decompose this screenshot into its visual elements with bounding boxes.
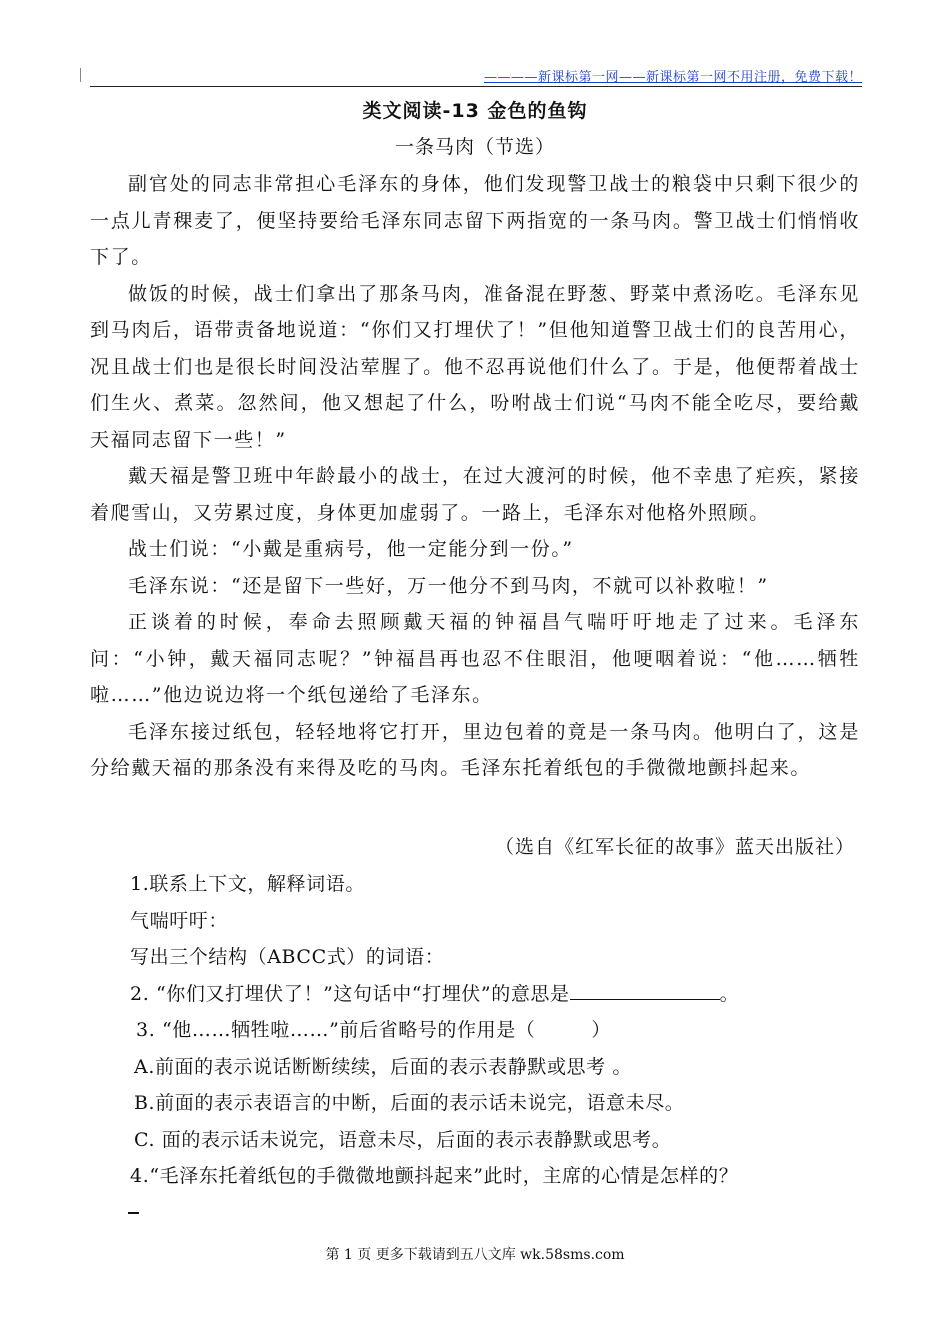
question-3: [130, 1012, 870, 1049]
question-1-word: 气喘吁吁：: [130, 909, 229, 932]
header-divider: [90, 86, 862, 87]
paragraph: 做饭的时候，战士们拿出了那条马肉，准备混在野葱、野菜中煮汤吃。毛泽东见到马肉后，语带责备地说道：“你们又打埋伏了！”但他知道警卫战士们的良苦用心，况且战士们也是很长时间没沾荤腥了。他不忍再说他们什么了。于是，他便帮着战士们生火、煮菜。忽然间，他又想起了什么，吩咐战士们说“马肉不能全吃尽，要给戴天福同志留下一些！”: [90, 282, 860, 451]
question-3-end: ）: [591, 1019, 612, 1041]
answer-line-mark: [128, 1212, 139, 1214]
header-link[interactable]: ————新课标第一网——新课标第一网不用注册，免费下载！: [483, 70, 862, 85]
paragraph: 正谈着的时候，奉命去照顾戴天福的钟福昌气喘吁吁地走了过来。毛泽东问：“小钟，戴天福同志呢？”钟福昌再也忍不住眼泪，他哽咽着说：“他……牺牲啦……”他边说边将一个纸包递给了毛泽东。: [90, 611, 860, 706]
question-2-text: 2. “你们又打埋伏了！”这句话中“打埋伏”的意思是: [130, 982, 570, 1005]
paragraph: 毛泽东说：“还是留下一些好，万一他分不到马肉，不就可以补救啦！”: [128, 574, 769, 597]
question-section: [130, 866, 870, 1195]
option-b: B.前面的表示表语言的中断，后面的表示话未说完，语意未尽。: [134, 1092, 685, 1114]
answer-blank[interactable]: [570, 981, 720, 1000]
option-c: C. 面的表示话未说完，语意未尽，后面的表示表静默或思考。: [134, 1128, 672, 1151]
question-1-abcc: 写出三个结构（ABCC式）的词语：: [130, 946, 445, 968]
option-a: A.前面的表示说话断断续续，后面的表示表静默或思考 。: [134, 1055, 633, 1078]
paragraph: 毛泽东接过纸包，轻轻地将它打开，里边包着的竟是一条马肉。他明白了，这是分给戴天福的那条没有来得及吃的马肉。毛泽东托着纸包的手微微地颤抖起来。: [90, 720, 860, 779]
question-2: [130, 976, 870, 1013]
paragraph: 戴天福是警卫班中年龄最小的战士，在过大渡河的时候，他不幸患了疟疾，紧接着爬雪山，又劳累过度，身体更加虚弱了。一路上，毛泽东对他格外照顾。: [90, 465, 860, 524]
question-2-end: 。: [719, 982, 740, 1005]
page-footer: 第 1 页 更多下载请到五八文库 wk.58sms.com: [325, 1247, 625, 1263]
question-4: 4.“毛泽东托着纸包的手微微地颤抖起来”此时，主席的心情是怎样的？: [130, 1165, 739, 1187]
article-body: [90, 166, 860, 787]
source-citation: （选自《红军长征的故事》蓝天出版社）: [494, 836, 855, 858]
article-subtitle: 一条马肉（节选）: [394, 136, 555, 158]
question-3-text: 3. “他……牺牲啦……”前后省略号的作用是（: [136, 1019, 536, 1041]
corner-mark: [80, 68, 81, 82]
paragraph: 战士们说：“小戴是重病号，他一定能分到一份。”: [128, 538, 574, 560]
page-title: 类文阅读-13 金色的鱼钩: [362, 100, 588, 122]
paragraph: 副官处的同志非常担心毛泽东的身体，他们发现警卫战士的粮袋中只剩下很少的一点儿青稞麦了，便坚持要给毛泽东同志留下两指宽的一条马肉。警卫战士们悄悄收下了。: [90, 173, 860, 268]
question-1: 1.联系上下文，解释词语。: [130, 873, 365, 895]
